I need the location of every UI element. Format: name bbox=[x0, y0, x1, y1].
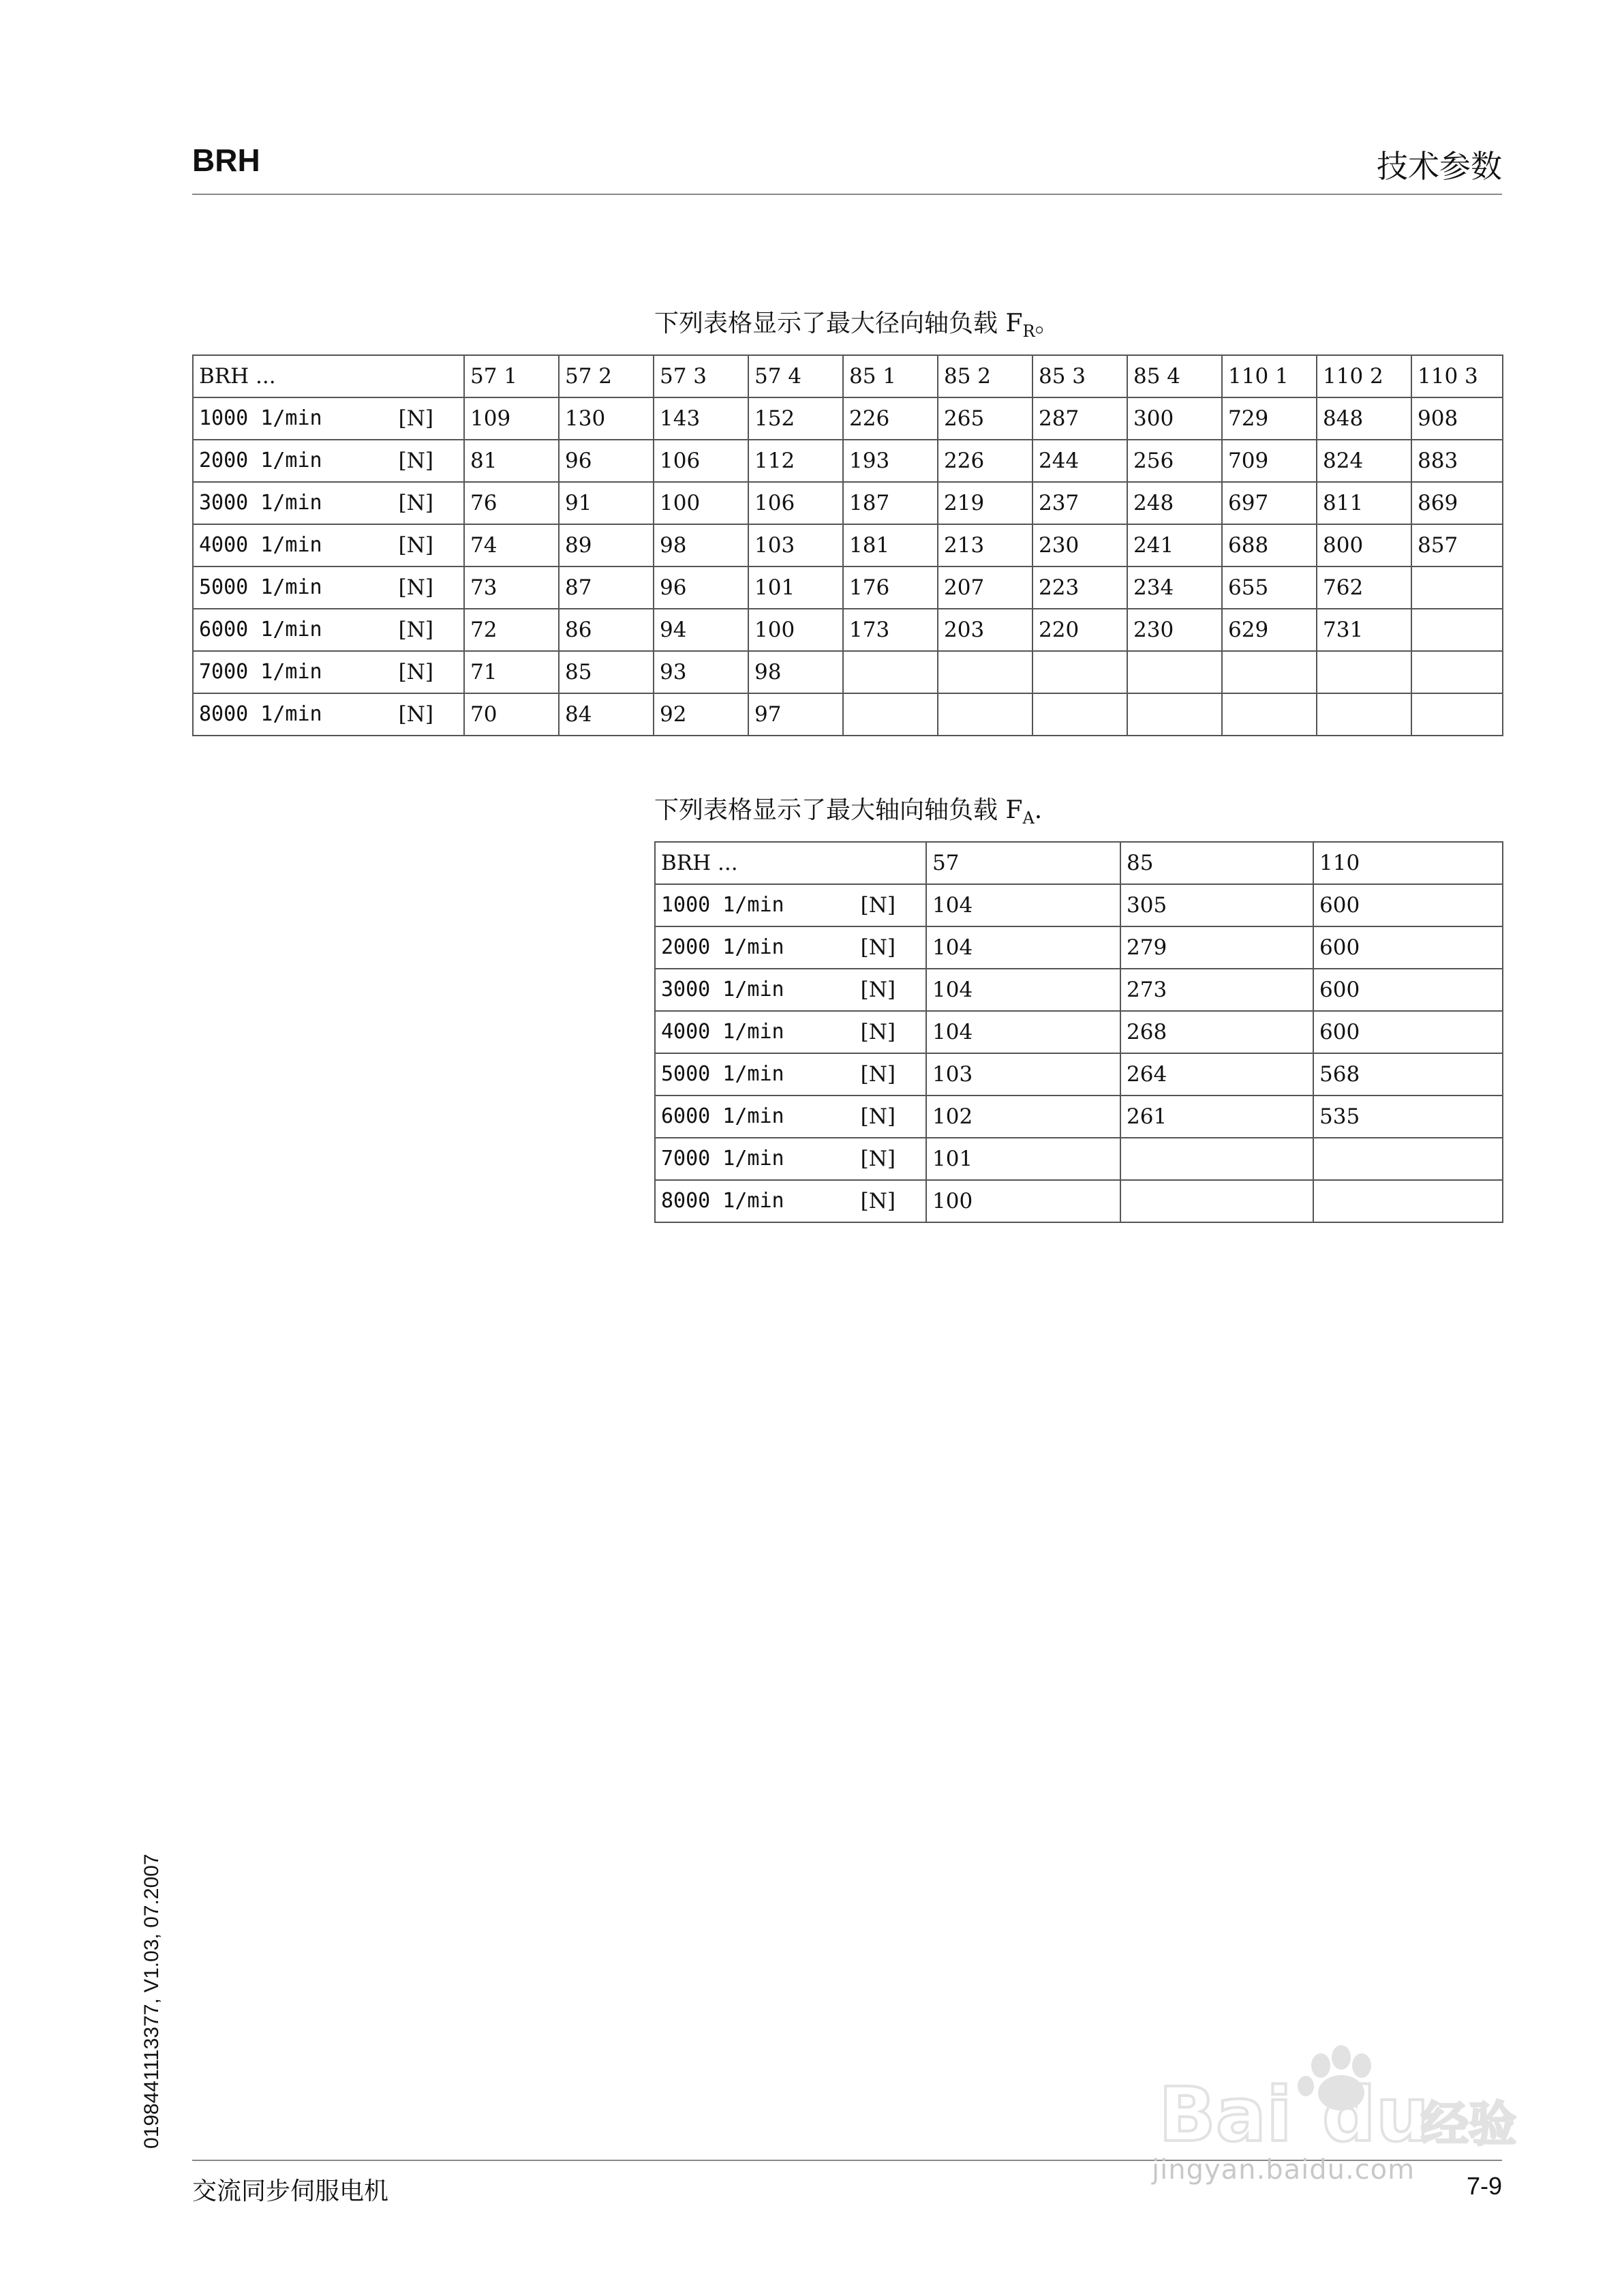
column-header-motor: 85 bbox=[1120, 842, 1313, 884]
load-value-cell: 109 bbox=[464, 397, 559, 440]
table-row bbox=[193, 524, 1503, 567]
load-value-cell: 73 bbox=[464, 567, 559, 609]
table-row bbox=[193, 567, 1503, 609]
load-value-cell bbox=[938, 651, 1032, 693]
load-value-cell: 181 bbox=[843, 524, 938, 567]
load-value-cell: 100 bbox=[926, 1180, 1120, 1222]
load-value-cell bbox=[1411, 651, 1503, 693]
unit-label: [N] bbox=[860, 1147, 896, 1171]
unit-label: [N] bbox=[398, 449, 433, 473]
svg-text:Bai: Bai bbox=[1159, 2071, 1292, 2154]
load-value-cell: 600 bbox=[1313, 1011, 1503, 1053]
speed-label: 4000 1/min bbox=[661, 1020, 784, 1044]
load-value-cell: 811 bbox=[1317, 482, 1411, 524]
load-value-cell bbox=[1317, 651, 1411, 693]
unit-label: [N] bbox=[860, 893, 896, 918]
table-row bbox=[193, 651, 1503, 693]
load-value-cell bbox=[1127, 651, 1222, 693]
load-value-cell: 256 bbox=[1127, 440, 1222, 482]
unit-label: [N] bbox=[860, 935, 896, 960]
load-value-cell: 223 bbox=[1032, 567, 1127, 609]
load-value-cell: 230 bbox=[1127, 609, 1222, 651]
load-value-cell: 176 bbox=[843, 567, 938, 609]
speed-label: 6000 1/min bbox=[661, 1104, 784, 1128]
baidu-paw-logo bbox=[1152, 2038, 1520, 2154]
table-row bbox=[655, 926, 1503, 969]
load-value-cell: 273 bbox=[1120, 969, 1313, 1011]
load-value-cell bbox=[843, 693, 938, 736]
column-header-motor: 57 2 bbox=[559, 355, 654, 397]
load-value-cell: 279 bbox=[1120, 926, 1313, 969]
table-row bbox=[193, 397, 1503, 440]
load-value-cell bbox=[1411, 693, 1503, 736]
doc-short-title: BRH bbox=[192, 142, 260, 178]
load-value-cell bbox=[1313, 1138, 1503, 1180]
load-value-cell: 908 bbox=[1411, 397, 1503, 440]
load-value-cell: 103 bbox=[748, 524, 843, 567]
table-row bbox=[655, 1053, 1503, 1096]
load-value-cell: 244 bbox=[1032, 440, 1127, 482]
load-value-cell: 86 bbox=[559, 609, 654, 651]
load-value-cell: 104 bbox=[926, 1011, 1120, 1053]
load-value-cell bbox=[1411, 567, 1503, 609]
unit-label: [N] bbox=[860, 1020, 896, 1044]
load-value-cell: 287 bbox=[1032, 397, 1127, 440]
load-value-cell bbox=[1317, 693, 1411, 736]
header-rule bbox=[192, 194, 1502, 195]
speed-label: 1000 1/min bbox=[199, 406, 322, 430]
load-value-cell: 305 bbox=[1120, 884, 1313, 926]
column-header-motor: 57 bbox=[926, 842, 1120, 884]
load-value-cell: 72 bbox=[464, 609, 559, 651]
load-value-cell: 203 bbox=[938, 609, 1032, 651]
footer-title: 交流同步伺服电机 bbox=[192, 2177, 389, 2205]
speed-label-cell bbox=[655, 1096, 926, 1138]
load-value-cell: 96 bbox=[559, 440, 654, 482]
load-value-cell: 70 bbox=[464, 693, 559, 736]
speed-label-cell bbox=[193, 524, 464, 567]
speed-label: 3000 1/min bbox=[661, 978, 784, 1001]
load-value-cell: 207 bbox=[938, 567, 1032, 609]
speed-label-cell bbox=[655, 1138, 926, 1180]
load-value-cell: 230 bbox=[1032, 524, 1127, 567]
load-value-cell: 101 bbox=[748, 567, 843, 609]
speed-label: 4000 1/min bbox=[199, 533, 322, 557]
unit-label: [N] bbox=[398, 406, 433, 431]
unit-label: [N] bbox=[398, 702, 433, 727]
column-header-motor: 85 4 bbox=[1127, 355, 1222, 397]
load-value-cell: 71 bbox=[464, 651, 559, 693]
load-value-cell: 98 bbox=[654, 524, 748, 567]
unit-label: [N] bbox=[398, 618, 433, 642]
load-value-cell: 96 bbox=[654, 567, 748, 609]
table-row bbox=[193, 482, 1503, 524]
load-value-cell: 106 bbox=[654, 440, 748, 482]
load-value-cell: 883 bbox=[1411, 440, 1503, 482]
load-value-cell: 226 bbox=[938, 440, 1032, 482]
load-value-cell: 237 bbox=[1032, 482, 1127, 524]
load-value-cell: 261 bbox=[1120, 1096, 1313, 1138]
load-value-cell: 600 bbox=[1313, 969, 1503, 1011]
load-value-cell: 600 bbox=[1313, 884, 1503, 926]
load-value-cell: 89 bbox=[559, 524, 654, 567]
table-row bbox=[655, 1011, 1503, 1053]
load-value-cell: 234 bbox=[1127, 567, 1222, 609]
load-value-cell bbox=[1120, 1180, 1313, 1222]
load-value-cell: 265 bbox=[938, 397, 1032, 440]
radial-load-caption: 下列表格显示了最大径向轴负载 $F_R$。 bbox=[654, 309, 1060, 341]
speed-label-cell bbox=[655, 969, 926, 1011]
load-value-cell: 241 bbox=[1127, 524, 1222, 567]
load-value-cell: 74 bbox=[464, 524, 559, 567]
load-value-cell: 600 bbox=[1313, 926, 1503, 969]
column-header-motor: 57 4 bbox=[748, 355, 843, 397]
table-row bbox=[193, 440, 1503, 482]
speed-label-cell bbox=[193, 609, 464, 651]
load-value-cell bbox=[938, 693, 1032, 736]
table-header-row bbox=[655, 842, 1503, 884]
column-header-motor: 57 1 bbox=[464, 355, 559, 397]
column-header-motor: 85 2 bbox=[938, 355, 1032, 397]
load-value-cell: 81 bbox=[464, 440, 559, 482]
load-value-cell: 93 bbox=[654, 651, 748, 693]
table-row bbox=[655, 884, 1503, 926]
load-value-cell: 104 bbox=[926, 969, 1120, 1011]
watermark-url: jingyan.baidu.com bbox=[1152, 2154, 1416, 2186]
speed-label-cell bbox=[193, 651, 464, 693]
speed-label-cell bbox=[193, 482, 464, 524]
column-header-motor: 85 3 bbox=[1032, 355, 1127, 397]
load-value-cell: 187 bbox=[843, 482, 938, 524]
unit-label: [N] bbox=[860, 1062, 896, 1087]
load-value-cell: 220 bbox=[1032, 609, 1127, 651]
speed-label-cell bbox=[193, 440, 464, 482]
load-value-cell: 98 bbox=[748, 651, 843, 693]
unit-label: [N] bbox=[398, 660, 433, 684]
unit-label: [N] bbox=[860, 978, 896, 1002]
load-value-cell: 85 bbox=[559, 651, 654, 693]
column-header-motor: 110 3 bbox=[1411, 355, 1503, 397]
load-value-cell: 91 bbox=[559, 482, 654, 524]
column-header-motor: 110 2 bbox=[1317, 355, 1411, 397]
speed-label: 7000 1/min bbox=[661, 1147, 784, 1170]
column-header-motor: 85 1 bbox=[843, 355, 938, 397]
load-value-cell: 102 bbox=[926, 1096, 1120, 1138]
unit-label: [N] bbox=[860, 1104, 896, 1129]
load-value-cell bbox=[1032, 693, 1127, 736]
speed-label: 3000 1/min bbox=[199, 491, 322, 515]
load-value-cell: 869 bbox=[1411, 482, 1503, 524]
speed-label: 5000 1/min bbox=[661, 1062, 784, 1086]
load-value-cell: 193 bbox=[843, 440, 938, 482]
speed-label: 7000 1/min bbox=[199, 660, 322, 684]
table-header-row bbox=[193, 355, 1503, 397]
table-row bbox=[655, 1138, 1503, 1180]
load-value-cell bbox=[1222, 693, 1317, 736]
load-value-cell: 568 bbox=[1313, 1053, 1503, 1096]
speed-label-cell bbox=[193, 567, 464, 609]
axial-load-table bbox=[654, 841, 1503, 1223]
speed-label: 2000 1/min bbox=[661, 935, 784, 959]
column-header-type: BRH ... bbox=[193, 355, 464, 397]
load-value-cell: 101 bbox=[926, 1138, 1120, 1180]
load-value-cell: 731 bbox=[1317, 609, 1411, 651]
load-value-cell: 100 bbox=[748, 609, 843, 651]
load-value-cell bbox=[1127, 693, 1222, 736]
speed-label: 2000 1/min bbox=[199, 449, 322, 472]
document-number: 0198441113377, V1.03, 07.2007 bbox=[140, 1854, 163, 2149]
load-value-cell bbox=[1120, 1138, 1313, 1180]
load-value-cell: 219 bbox=[938, 482, 1032, 524]
load-value-cell: 213 bbox=[938, 524, 1032, 567]
load-value-cell: 94 bbox=[654, 609, 748, 651]
load-value-cell: 104 bbox=[926, 884, 1120, 926]
load-value-cell: 848 bbox=[1317, 397, 1411, 440]
svg-text:du: du bbox=[1322, 2071, 1430, 2154]
speed-label: 6000 1/min bbox=[199, 618, 322, 641]
chapter-title: 技术参数 bbox=[1377, 148, 1502, 185]
load-value-cell bbox=[1411, 609, 1503, 651]
column-header-motor: 110 bbox=[1313, 842, 1503, 884]
load-value-cell: 762 bbox=[1317, 567, 1411, 609]
load-value-cell bbox=[1222, 651, 1317, 693]
unit-label: [N] bbox=[860, 1189, 896, 1213]
load-value-cell: 152 bbox=[748, 397, 843, 440]
speed-label-cell bbox=[655, 926, 926, 969]
load-value-cell: 103 bbox=[926, 1053, 1120, 1096]
speed-label: 1000 1/min bbox=[661, 893, 784, 917]
page-number: 7-9 bbox=[1466, 2172, 1502, 2200]
load-value-cell: 92 bbox=[654, 693, 748, 736]
load-value-cell: 173 bbox=[843, 609, 938, 651]
speed-label-cell bbox=[193, 693, 464, 736]
load-value-cell bbox=[1032, 651, 1127, 693]
load-value-cell: 688 bbox=[1222, 524, 1317, 567]
load-value-cell: 709 bbox=[1222, 440, 1317, 482]
load-value-cell: 106 bbox=[748, 482, 843, 524]
axial-load-caption: 下列表格显示了最大轴向轴负载 $F_A$. bbox=[654, 796, 1043, 828]
load-value-cell: 76 bbox=[464, 482, 559, 524]
speed-label-cell bbox=[655, 1053, 926, 1096]
load-value-cell: 268 bbox=[1120, 1011, 1313, 1053]
table-row bbox=[655, 1096, 1503, 1138]
load-value-cell: 535 bbox=[1313, 1096, 1503, 1138]
load-value-cell: 84 bbox=[559, 693, 654, 736]
column-header-motor: 110 1 bbox=[1222, 355, 1317, 397]
load-value-cell: 248 bbox=[1127, 482, 1222, 524]
unit-label: [N] bbox=[398, 533, 433, 558]
speed-label-cell bbox=[655, 1011, 926, 1053]
table-row bbox=[655, 969, 1503, 1011]
table-row bbox=[193, 693, 1503, 736]
load-value-cell: 729 bbox=[1222, 397, 1317, 440]
speed-label-cell bbox=[655, 884, 926, 926]
speed-label: 8000 1/min bbox=[199, 702, 322, 726]
load-value-cell: 857 bbox=[1411, 524, 1503, 567]
load-value-cell: 87 bbox=[559, 567, 654, 609]
load-value-cell bbox=[1313, 1180, 1503, 1222]
load-value-cell: 97 bbox=[748, 693, 843, 736]
load-value-cell: 264 bbox=[1120, 1053, 1313, 1096]
speed-label-cell bbox=[193, 397, 464, 440]
load-value-cell: 629 bbox=[1222, 609, 1317, 651]
load-value-cell: 100 bbox=[654, 482, 748, 524]
load-value-cell: 143 bbox=[654, 397, 748, 440]
load-value-cell: 130 bbox=[559, 397, 654, 440]
speed-label: 8000 1/min bbox=[661, 1189, 784, 1213]
radial-load-table bbox=[192, 354, 1503, 736]
load-value-cell: 655 bbox=[1222, 567, 1317, 609]
load-value-cell: 824 bbox=[1317, 440, 1411, 482]
table-row bbox=[193, 609, 1503, 651]
column-header-type: BRH ... bbox=[655, 842, 926, 884]
load-value-cell: 697 bbox=[1222, 482, 1317, 524]
load-value-cell: 300 bbox=[1127, 397, 1222, 440]
column-header-motor: 57 3 bbox=[654, 355, 748, 397]
unit-label: [N] bbox=[398, 575, 433, 600]
load-value-cell bbox=[843, 651, 938, 693]
load-value-cell: 226 bbox=[843, 397, 938, 440]
speed-label: 5000 1/min bbox=[199, 575, 322, 599]
load-value-cell: 112 bbox=[748, 440, 843, 482]
unit-label: [N] bbox=[398, 491, 433, 515]
table-row bbox=[655, 1180, 1503, 1222]
svg-text:经验: 经验 bbox=[1421, 2096, 1516, 2152]
speed-label-cell bbox=[655, 1180, 926, 1222]
load-value-cell: 104 bbox=[926, 926, 1120, 969]
load-value-cell: 800 bbox=[1317, 524, 1411, 567]
